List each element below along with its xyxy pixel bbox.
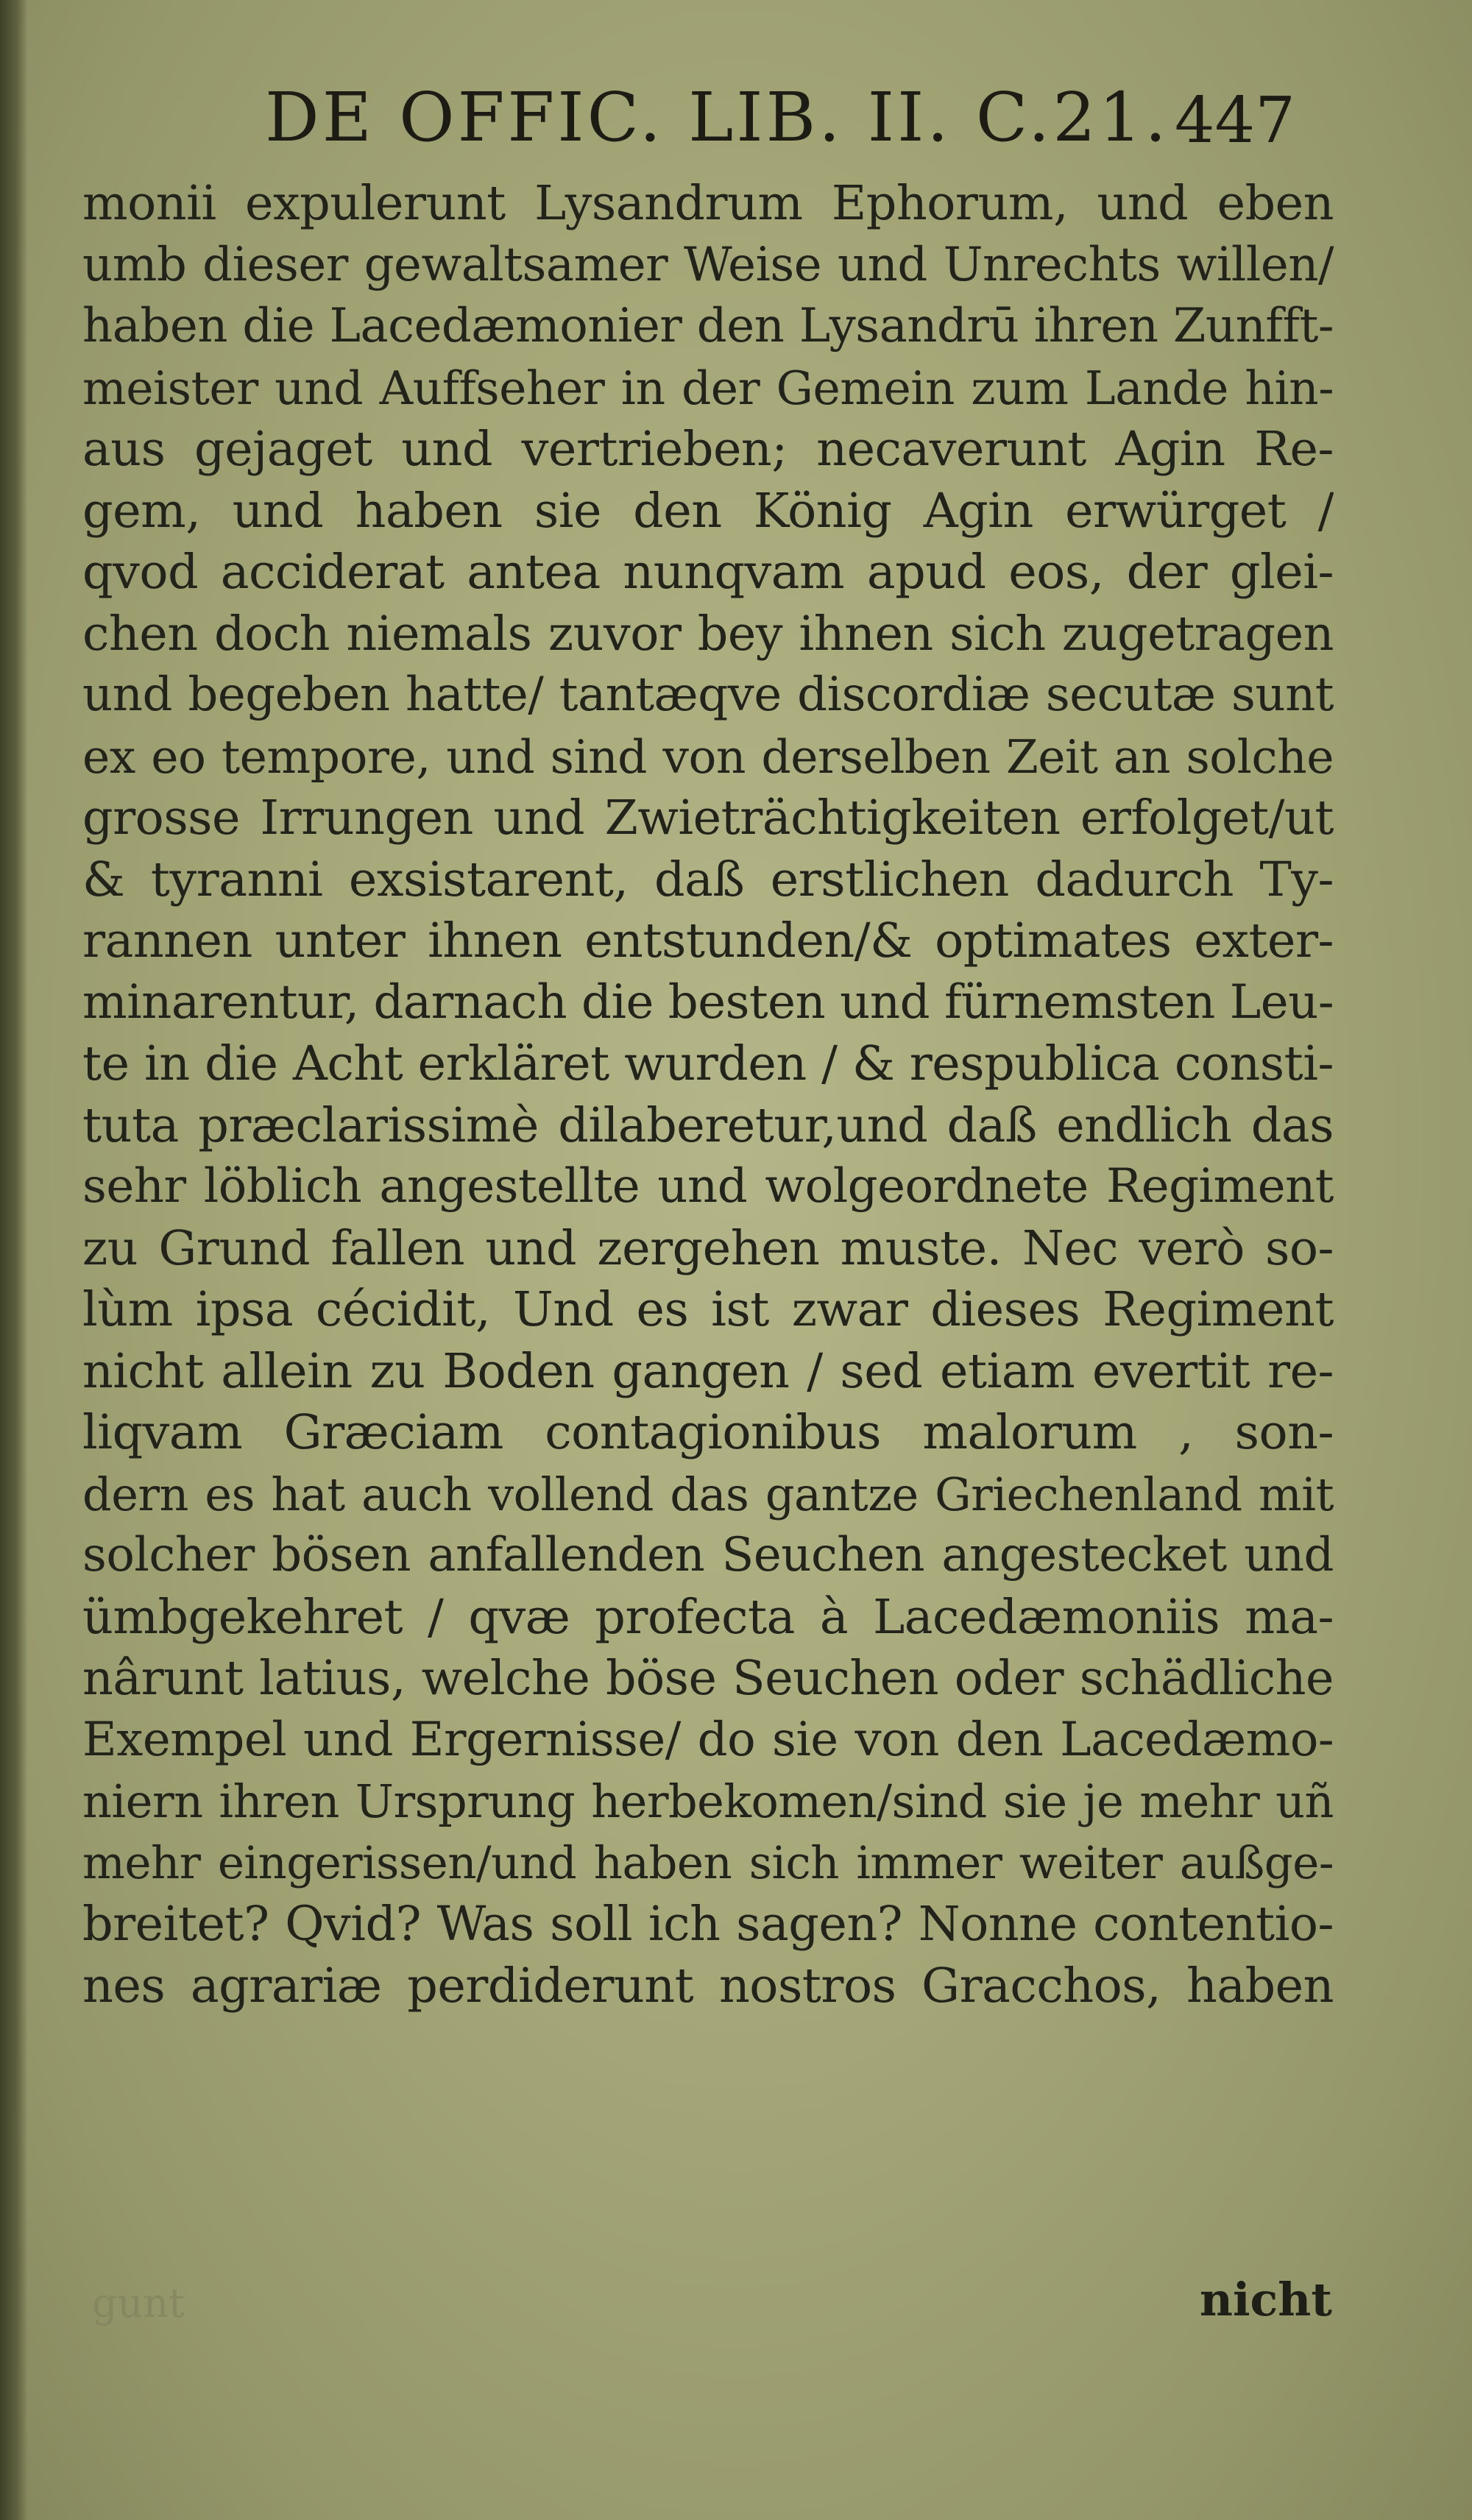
text-line: ümbgekehret / qvæ profecta à Lacedæmoniis ma- — [82, 1589, 1334, 1645]
text-line: nes agrariæ perdiderunt nostros Gracchos, haben — [82, 1958, 1334, 2014]
text-line: tuta præclarissimè dilaberetur,und daß endlich das — [82, 1097, 1334, 1153]
text-line: ex eo tempore, und sind von derselben Zeit an solche — [82, 729, 1334, 784]
ink-offset-text: gunt — [92, 2280, 185, 2326]
text-line: niern ihren Ursprung herbekomen/sind sie je mehr uñ — [82, 1774, 1334, 1828]
body-text — [82, 173, 1334, 2017]
running-title: DE OFFIC. LIB. II. C.21. — [265, 78, 1170, 157]
catchword: nicht — [1199, 2273, 1332, 2326]
text-line: und begeben hatte/ tantæqve discordiæ secutæ sunt — [82, 668, 1334, 722]
text-line: Exempel und Ergernisse/ do sie von den Lacedæmo- — [82, 1712, 1334, 1767]
text-line: dern es hat auch vollend das gantze Griechenland mit — [82, 1467, 1334, 1521]
text-line: solcher bösen anfallenden Seuchen angestecket und — [82, 1528, 1334, 1582]
text-line: sehr löblich angestellte und wolgeordnete Regiment — [82, 1159, 1334, 1214]
text-line: meister und Auffseher in der Gemein zum Lande hin- — [82, 361, 1334, 415]
page-header — [265, 77, 1295, 158]
page-number: 447 — [1174, 84, 1295, 158]
text-line: gem, und haben sie den König Agin erwürget / — [82, 483, 1334, 539]
text-line: liqvam Græciam contagionibus malorum , son- — [82, 1405, 1334, 1460]
text-line: monii expulerunt Lysandrum Ephorum, und eben — [82, 176, 1334, 231]
text-line: zu Grund fallen und zergehen muste. Nec verò so- — [82, 1220, 1334, 1276]
text-line: nicht allein zu Boden gangen / sed etiam evertit re- — [82, 1343, 1334, 1399]
text-line: haben die Lacedæmonier den Lysandrū ihren Zunfft- — [82, 299, 1334, 353]
text-line: nârunt latius, welche böse Seuchen oder schädliche — [82, 1651, 1334, 1706]
text-line: mehr eingerissen/und haben sich immer weiter außge- — [82, 1836, 1334, 1889]
text-line: breitet? Qvid? Was soll ich sagen? Nonne contentio- — [82, 1897, 1334, 1952]
page-gutter-shadow — [0, 0, 28, 2520]
text-line: lùm ipsa cécidit, Und es ist zwar dieses Regiment — [82, 1282, 1334, 1337]
text-line: qvod acciderat antea nunqvam apud eos, der glei- — [82, 545, 1334, 600]
text-line: rannen unter ihnen entstunden/& optimates exter- — [82, 913, 1334, 969]
text-line: chen doch niemals zuvor bey ihnen sich zugetragen — [82, 606, 1334, 662]
text-line: aus gejaget und vertrieben; necaverunt Agin Re- — [82, 422, 1334, 477]
text-line: grosse Irrungen und Zwieträchtigkeiten erfolget/ut — [82, 790, 1334, 846]
text-line: umb dieser gewaltsamer Weise und Unrechts willen/ — [82, 237, 1334, 292]
text-line: & tyranni exsistarent, daß erstlichen dadurch Ty- — [82, 852, 1334, 907]
text-line: minarentur, darnach die besten und fürnemsten Leu- — [82, 974, 1334, 1030]
text-line: te in die Acht erkläret wurden / & respublica consti- — [82, 1036, 1334, 1091]
